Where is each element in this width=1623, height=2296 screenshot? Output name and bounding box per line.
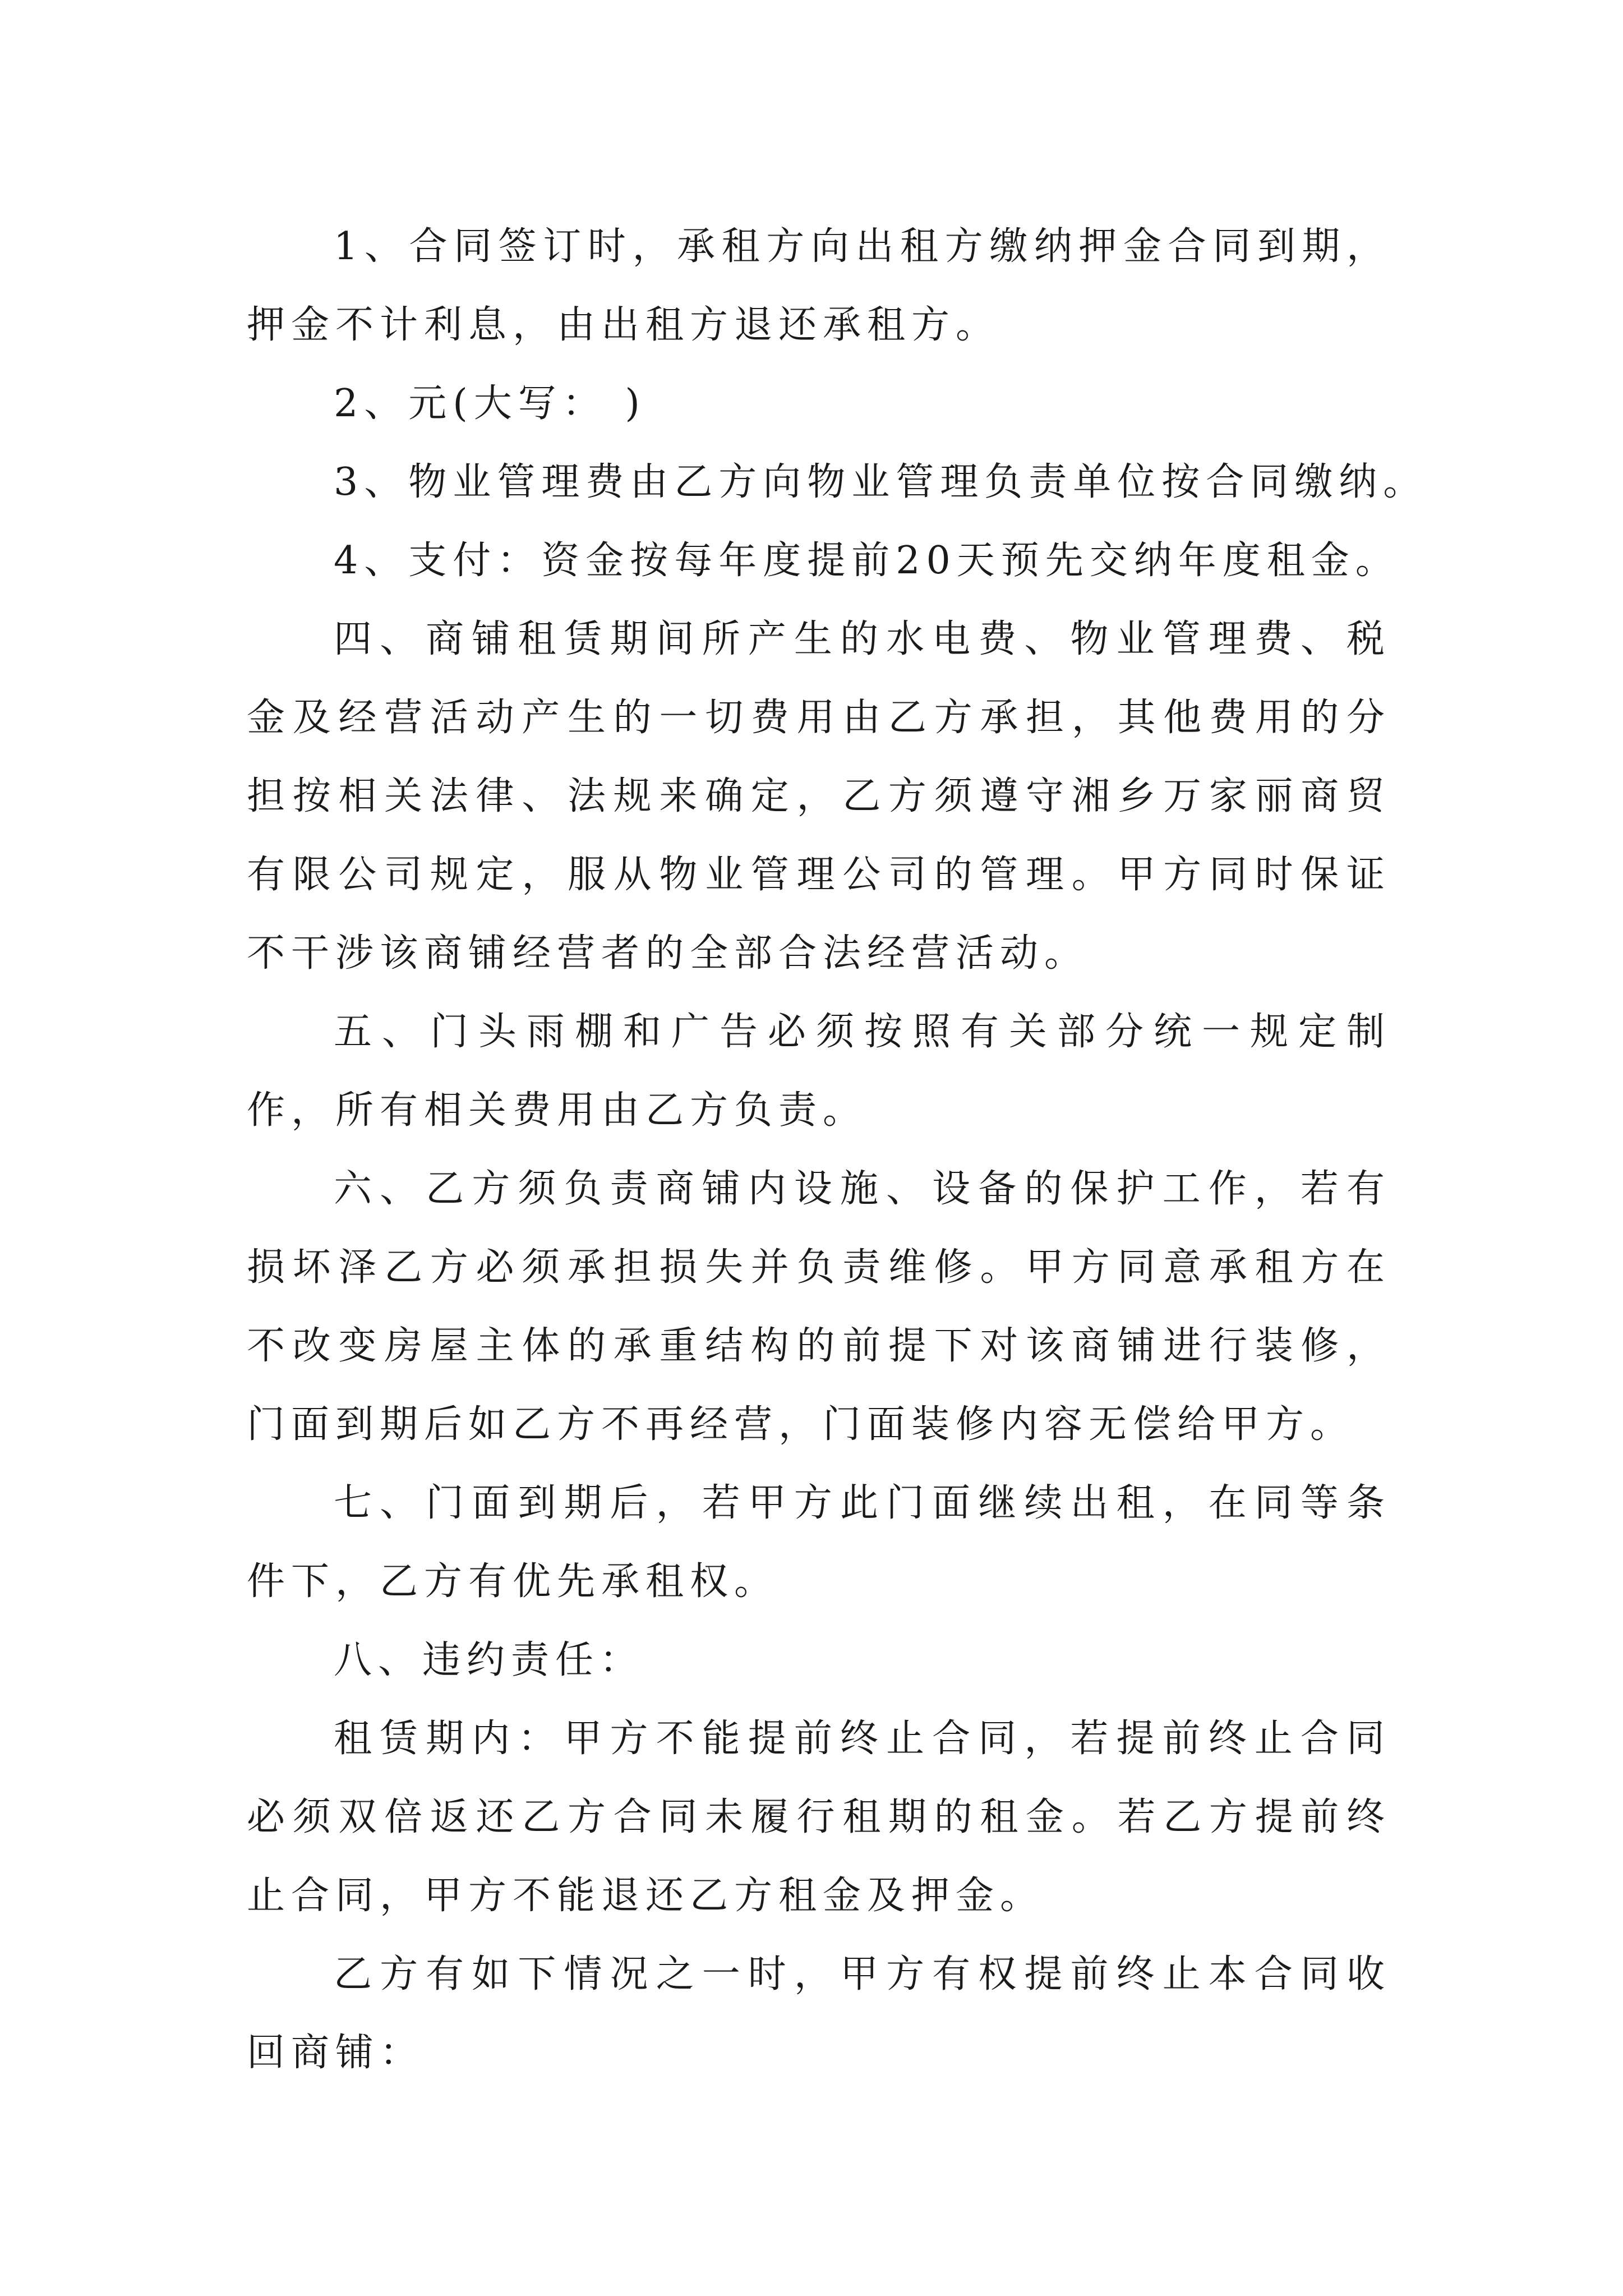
paragraph-property-fee: 3、物业管理费由乙方向物业管理负责单位按合同缴纳。 bbox=[334, 460, 1428, 504]
paragraph-clause-4: 四、商铺租赁期间所产生的水电费、物业管理费、税金及经营活动产生的一切费用由乙方承担，其他费用的分担按相关法律、法规来确定，乙方须遵守湘乡万家丽商贸有限公司规定，服从物业管理公司的管理。甲方同时保证不干涉该商铺经营者的全部合法经营活动。 bbox=[247, 617, 1391, 976]
paragraph-clause-8-heading: 八、违约责任： bbox=[334, 1638, 644, 1682]
document-body bbox=[247, 208, 1428, 2092]
paragraph-lease-term-breach: 租赁期内：甲方不能提前终止合同，若提前终止合同必须双倍返还乙方合同未履行租期的租金。若乙方提前终止合同，甲方不能退还乙方租金及押金。 bbox=[247, 1717, 1391, 1918]
paragraph-clause-6: 六、乙方须负责商铺内设施、设备的保护工作，若有损坏泽乙方必须承担损失并负责维修。甲方同意承租方在不改变房屋主体的承重结构的前提下对该商铺进行装修，门面到期后如乙方不再经营，门面装修内容无偿给甲方。 bbox=[247, 1167, 1391, 1447]
paragraph-termination-conditions: 乙方有如下情况之一时，甲方有权提前终止本合同收回商铺： bbox=[247, 1952, 1391, 2075]
paragraph-clause-5: 五、门头雨棚和广告必须按照有关部分统一规定制作，所有相关费用由乙方负责。 bbox=[247, 1010, 1391, 1133]
paragraph-deposit: 1、合同签订时，承租方向出租方缴纳押金合同到期，押金不计利息，由出租方退还承租方。 bbox=[247, 224, 1391, 347]
paragraph-clause-7: 七、门面到期后，若甲方此门面继续出租，在同等条件下，乙方有优先承租权。 bbox=[247, 1481, 1391, 1604]
paragraph-amount: 2、元(大写： ) bbox=[334, 381, 646, 426]
paragraph-payment: 4、支付：资金按每年度提前20天预先交纳年度租金。 bbox=[334, 539, 1400, 583]
